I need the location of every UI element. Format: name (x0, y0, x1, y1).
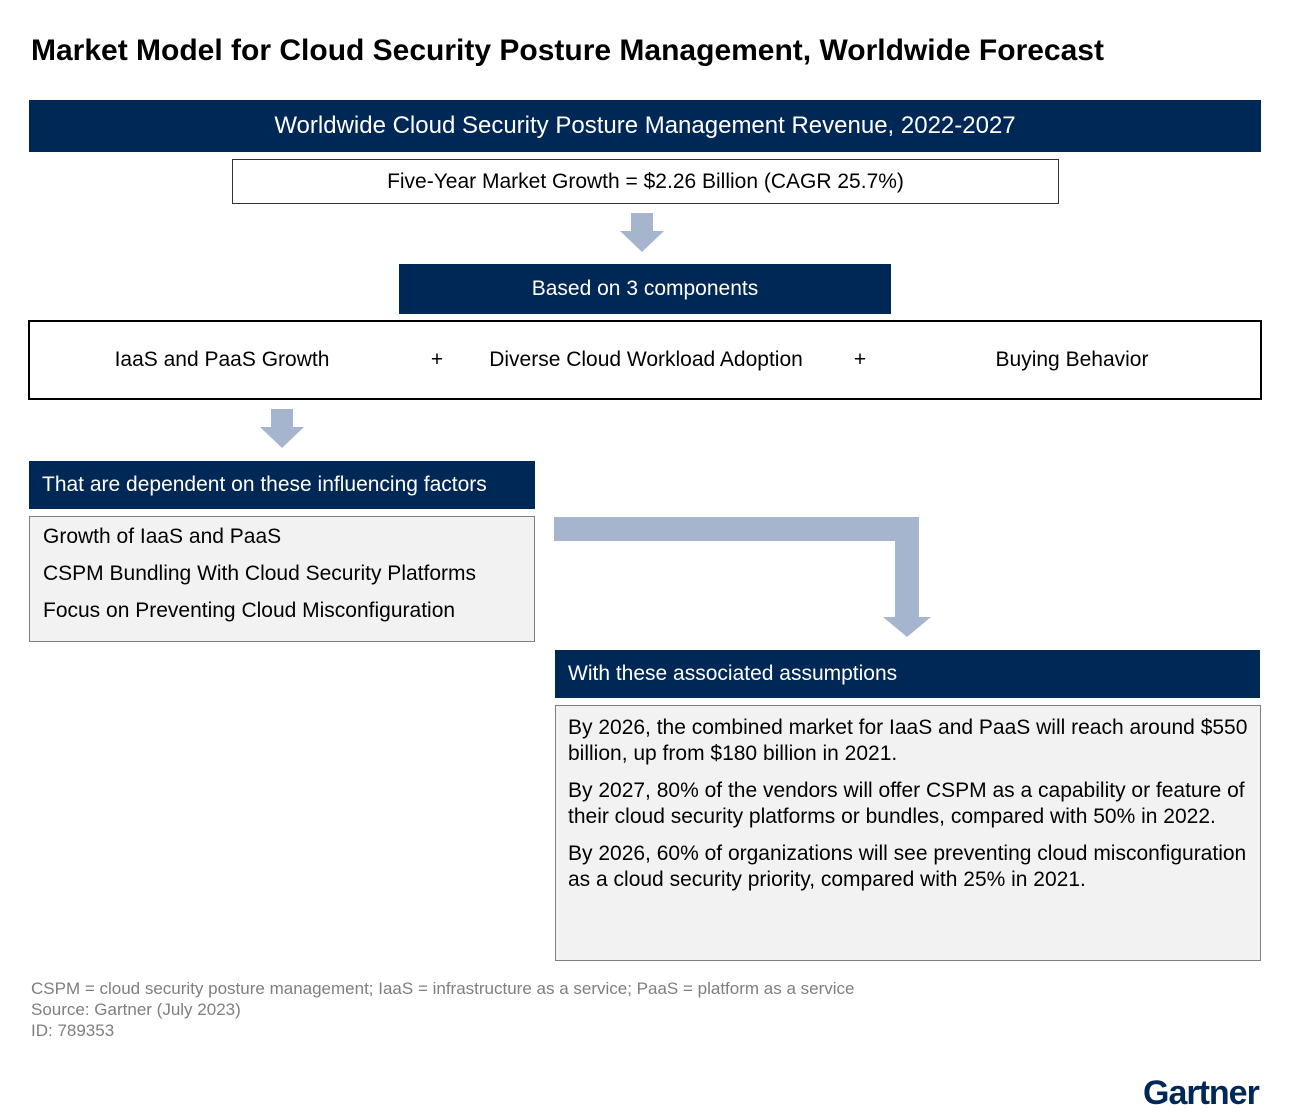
elbow-arrow-icon (554, 516, 934, 638)
list-item: Focus on Preventing Cloud Misconfiguration (43, 599, 456, 622)
component-workload-adoption: Diverse Cloud Workload Adoption (489, 348, 803, 371)
down-arrow-icon (619, 213, 665, 253)
list-item: By 2027, 80% of the vendors will offer CSPM as a capability or feature of their cloud security platforms or bundles, compared with 50% in 2022. (568, 779, 1245, 828)
list-item: Growth of IaaS and PaaS (43, 525, 282, 548)
down-arrow-icon (259, 409, 305, 449)
source-note: Source: Gartner (July 2023) (31, 1000, 241, 1019)
list-item: By 2026, 60% of organizations will see preventing cloud misconfiguration as a cloud security priority, compared with 25% in 2021. (568, 842, 1247, 891)
gartner-logo: Gartner (1143, 1074, 1259, 1112)
page-title: Market Model for Cloud Security Posture Management, Worldwide Forecast (31, 34, 1104, 67)
components-box (28, 320, 1262, 400)
assumptions-list (555, 705, 1261, 961)
id-note: ID: 789353 (31, 1021, 115, 1040)
footer-notes (31, 978, 854, 1041)
market-growth-box: Five-Year Market Growth = $2.26 Billion (CAGR 25.7%) (232, 159, 1059, 204)
component-buying-behavior: Buying Behavior (995, 348, 1149, 371)
abbreviations-note: CSPM = cloud security posture management; IaaS = infrastructure as a service; PaaS = platform as a service (31, 979, 855, 998)
factors-list (29, 516, 535, 642)
assumptions-header: With these associated assumptions (555, 650, 1260, 698)
plus-operator: + (853, 348, 867, 371)
component-iaas-paas-growth: IaaS and PaaS Growth (114, 348, 330, 371)
list-item: By 2026, the combined market for IaaS and PaaS will reach around $550 billion, up from $180 billion in 2021. (568, 716, 1248, 765)
list-item: CSPM Bundling With Cloud Security Platforms (43, 562, 476, 585)
revenue-banner: Worldwide Cloud Security Posture Management Revenue, 2022-2027 (29, 100, 1261, 152)
components-header: Based on 3 components (399, 264, 891, 314)
plus-operator: + (430, 348, 444, 371)
factors-header: That are dependent on these influencing factors (29, 461, 535, 509)
